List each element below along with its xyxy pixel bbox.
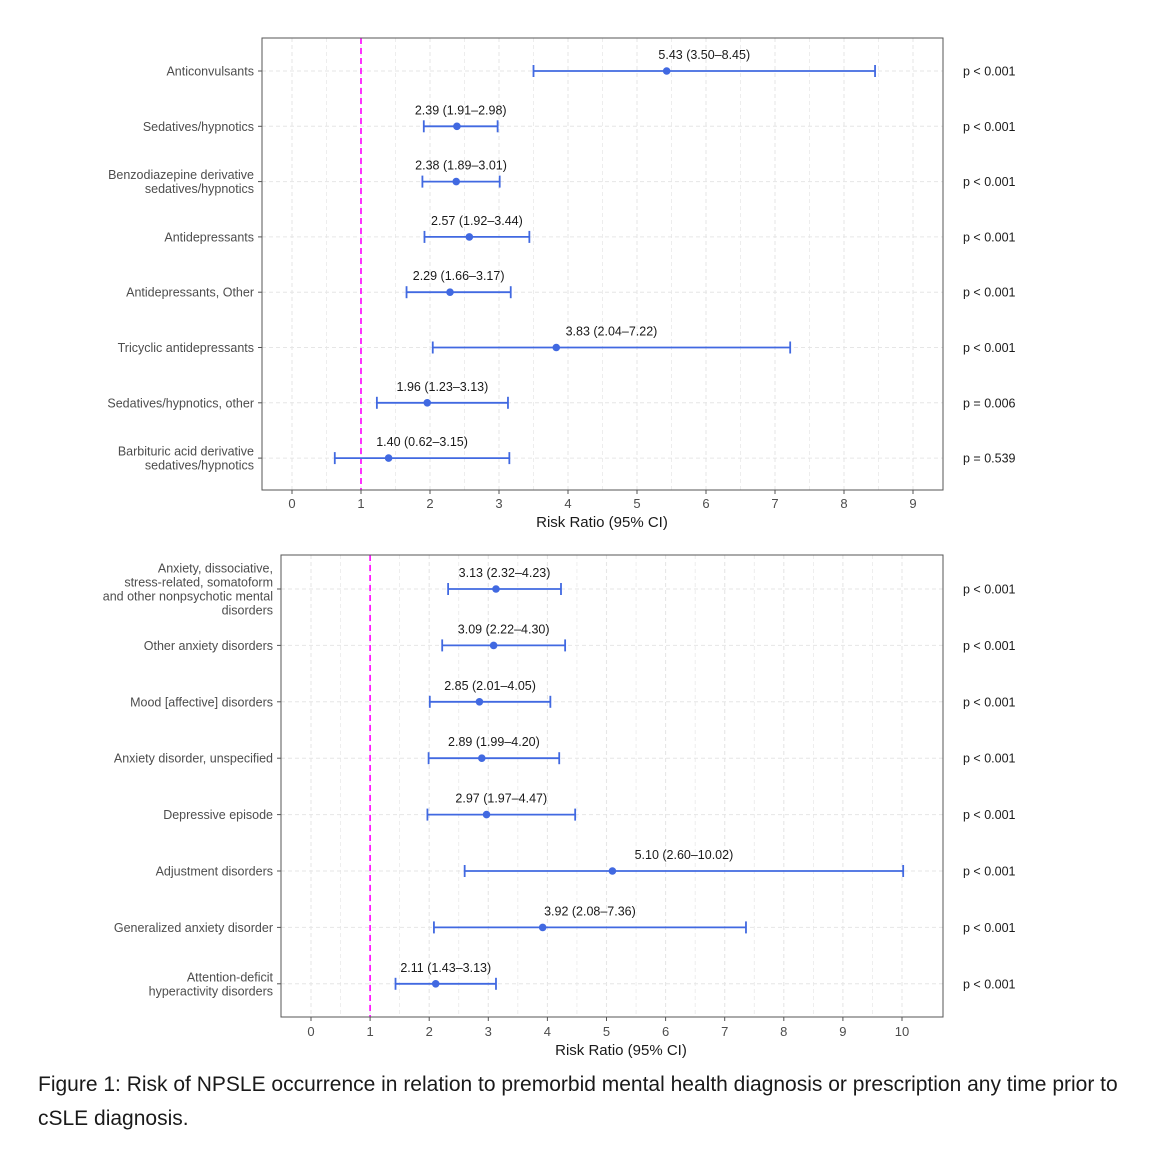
estimate-label: 3.92 (2.08–7.36)	[544, 904, 636, 919]
row-label: hyperactivity disorders	[148, 984, 273, 999]
p-value: p < 0.001	[963, 751, 1016, 766]
x-tick-label: 2	[425, 1024, 433, 1039]
estimate-label: 3.09 (2.22–4.30)	[457, 622, 550, 637]
row-label: stress-related, somatoform	[124, 575, 273, 590]
x-tick-label: 1	[366, 1024, 374, 1039]
x-tick-label: 9	[909, 496, 917, 511]
x-tick-label: 8	[840, 496, 848, 511]
forest-panel-1	[107, 38, 1015, 531]
row-label: disorders	[221, 603, 273, 618]
point-estimate	[432, 980, 440, 988]
x-tick-label: 0	[307, 1024, 315, 1039]
row-label: Sedatives/hypnotics	[142, 119, 254, 134]
row-label: Anticonvulsants	[166, 64, 254, 79]
x-tick-label: 3	[495, 496, 503, 511]
row-label: Barbituric acid derivative	[117, 444, 254, 459]
x-tick-label: 8	[780, 1024, 788, 1039]
row-label: Tricyclic antidepressants	[117, 341, 254, 355]
x-axis-title: Risk Ratio (95% CI)	[555, 1042, 687, 1059]
row-label: Generalized anxiety disorder	[113, 920, 273, 935]
x-tick-label: 6	[661, 1024, 670, 1039]
estimate-label: 2.39 (1.91–2.98)	[414, 103, 507, 118]
p-value: p < 0.001	[963, 64, 1016, 79]
estimate-label: 2.89 (1.99–4.20)	[448, 735, 540, 750]
figure-caption: Figure 1: Risk of NPSLE occurrence in relation to premorbid mental health diagnosis or prescription any time prior to cSLE diagnosis.	[38, 1073, 1118, 1130]
point-estimate	[452, 178, 460, 186]
p-value: p < 0.001	[963, 638, 1016, 653]
row-label: Antidepressants	[164, 230, 254, 245]
x-tick-label: 7	[721, 1024, 729, 1039]
p-value: p < 0.001	[963, 119, 1016, 134]
p-value: p = 0.006	[963, 396, 1016, 411]
p-value: p = 0.539	[963, 451, 1016, 466]
point-estimate	[423, 399, 431, 407]
estimate-label: 5.43 (3.50–8.45)	[658, 48, 751, 62]
estimate-label: 5.10 (2.60–10.02)	[634, 848, 734, 862]
point-estimate	[609, 867, 617, 875]
x-tick-label: 5	[602, 1024, 611, 1039]
point-estimate	[663, 67, 671, 75]
point-estimate	[466, 233, 474, 241]
p-value: p < 0.001	[963, 341, 1016, 355]
x-tick-label: 9	[839, 1024, 847, 1039]
row-label: Anxiety, dissociative,	[157, 561, 273, 576]
row-label: and other nonpsychotic mental	[102, 589, 273, 604]
x-tick-label: 0	[288, 496, 296, 511]
estimate-label: 3.13 (2.32–4.23)	[458, 566, 551, 580]
x-tick-label: 7	[771, 496, 779, 511]
x-tick-label: 2	[426, 496, 434, 511]
point-estimate	[483, 811, 491, 819]
p-value: p < 0.001	[963, 695, 1016, 710]
x-tick-label: 10	[894, 1024, 910, 1039]
p-value: p < 0.001	[963, 920, 1016, 935]
p-value: p < 0.001	[963, 285, 1016, 300]
x-tick-label: 4	[564, 496, 572, 511]
row-label: Sedatives/hypnotics, other	[107, 396, 254, 411]
point-estimate	[490, 642, 498, 650]
row-label: Adjustment disorders	[155, 864, 273, 879]
point-estimate	[539, 924, 547, 932]
row-label: Attention-deficit	[186, 970, 273, 985]
estimate-label: 3.83 (2.04–7.22)	[565, 324, 658, 339]
x-tick-label: 6	[702, 496, 710, 511]
row-label: Mood [affective] disorders	[130, 695, 273, 710]
x-tick-label: 5	[633, 496, 641, 511]
estimate-label: 2.11 (1.43–3.13)	[400, 960, 492, 975]
row-label: Other anxiety disorders	[143, 638, 273, 653]
p-value: p < 0.001	[963, 977, 1016, 992]
row-label: sedatives/hypnotics	[144, 182, 254, 197]
point-estimate	[478, 754, 486, 762]
x-tick-label: 3	[484, 1024, 492, 1039]
row-label: sedatives/hypnotics	[144, 458, 254, 473]
estimate-label: 1.96 (1.23–3.13)	[396, 379, 489, 394]
row-label: Antidepressants, Other	[126, 285, 254, 300]
estimate-label: 2.57 (1.92–3.44)	[431, 213, 523, 228]
row-label: Anxiety disorder, unspecified	[113, 751, 273, 766]
row-label: Benzodiazepine derivative	[108, 168, 254, 183]
point-estimate	[492, 585, 500, 593]
forest-panel-2	[103, 555, 1016, 1059]
row-label: Depressive episode	[163, 808, 273, 823]
point-estimate	[552, 344, 560, 352]
p-value: p < 0.001	[963, 808, 1016, 823]
estimate-label: 2.97 (1.97–4.47)	[455, 791, 548, 806]
plot-background	[281, 555, 943, 1017]
estimate-label: 1.40 (0.62–3.15)	[376, 435, 468, 450]
p-value: p < 0.001	[963, 864, 1016, 879]
estimate-label: 2.29 (1.66–3.17)	[412, 269, 505, 284]
x-tick-label: 4	[543, 1024, 552, 1039]
point-estimate	[453, 123, 461, 131]
point-estimate	[385, 454, 393, 462]
x-tick-label: 1	[357, 496, 365, 511]
p-value: p < 0.001	[963, 230, 1016, 245]
p-value: p < 0.001	[963, 175, 1016, 190]
x-axis-title: Risk Ratio (95% CI)	[536, 514, 668, 531]
estimate-label: 2.38 (1.89–3.01)	[415, 158, 507, 173]
p-value: p < 0.001	[963, 582, 1016, 597]
point-estimate	[446, 288, 454, 296]
estimate-label: 2.85 (2.01–4.05)	[444, 678, 536, 693]
point-estimate	[476, 698, 484, 706]
